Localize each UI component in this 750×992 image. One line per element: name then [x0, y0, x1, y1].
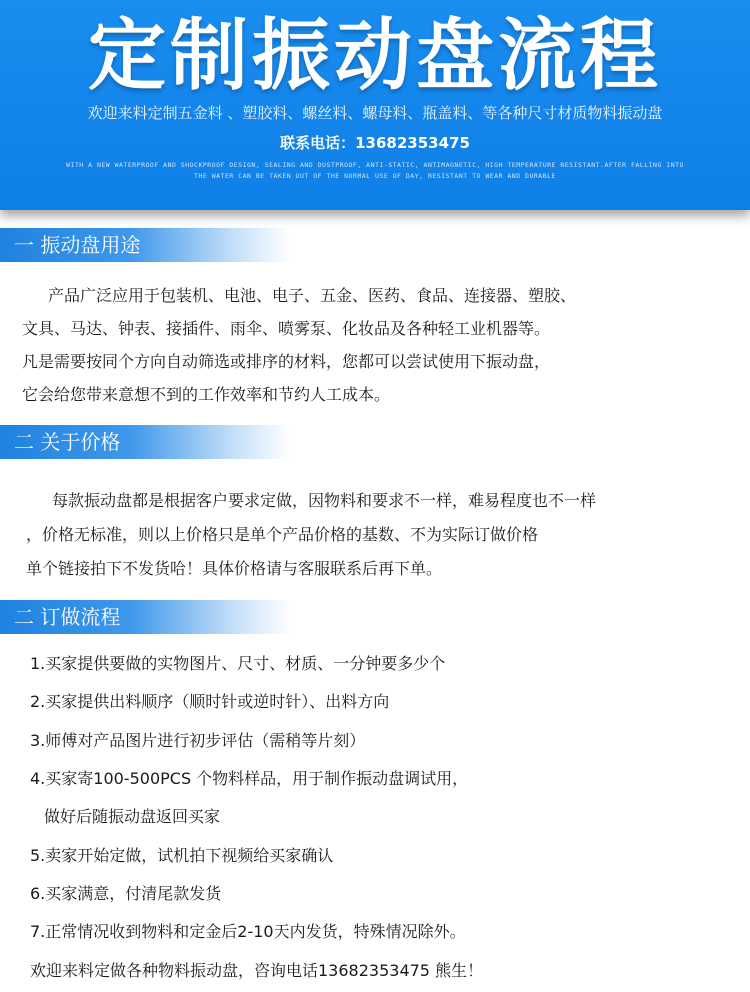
list-item: 5.卖家开始定做，试机拍下视频给买家确认 [30, 846, 334, 865]
section-heading-usage: 一 振动盘用途 [0, 228, 290, 262]
list-item: 做好后随振动盘返回买家 [44, 807, 221, 826]
banner-english-text: WITH A NEW WATERPROOF AND SHOCKPROOF DESIGN, SEALING AND DUSTPROOF, ANTI-STATIC, ANTIMAGNETIC, HIGH TEMPERATURE RESISTANT.AFTER FALLING INTO THE WATER CAN BE TAKEN OUT OF THE NORMAL USE OF DAY, RESISTANT TO WEAR AND DURABLE [66, 161, 684, 180]
text-line: ，价格无标准，则以上价格只是单个产品价格的基数、不为实际订做价格 [26, 525, 539, 544]
banner-subtitle: 欢迎来料定制五金料 、塑胶料、螺丝料、螺母料、瓶盖料、等各种尺寸材质物料振动盘 [87, 104, 663, 122]
banner-phone: 联系电话：13682353475 [280, 134, 470, 152]
text-line: 文具、马达、钟表、接插件、雨伞、喷雾泵、化妆品及各种轻工业机器等。 [22, 319, 551, 338]
text-line: 每款振动盘都是根据客户要求定做，因物料和要求不一样，难易程度也不一样 [52, 491, 597, 510]
list-item: 7.正常情况收到物料和定金后2-10天内发货，特殊情况除外。 [30, 922, 466, 941]
section-heading-order-process: 二 订做流程 [0, 600, 290, 634]
text-line: 它会给您带来意想不到的工作效率和节约人工成本。 [22, 385, 391, 404]
section-heading-price: 二 关于价格 [0, 425, 290, 459]
header-banner [0, 0, 750, 210]
list-item: 1.买家提供要做的实物图片、尺寸、材质、一分钟要多少个 [30, 654, 446, 673]
text-line: 单个链接拍下不发货哈！具体价格请与客服联系后再下单。 [26, 559, 443, 578]
list-item: 6.买家满意，付清尾款发货 [30, 884, 222, 903]
text-line: 凡是需要按同个方向自动筛选或排序的材料，您都可以尝试使用下振动盘， [22, 352, 551, 371]
list-item: 4.买家寄100-500PCS 个物料样品，用于制作振动盘调试用， [30, 769, 469, 788]
list-item: 3.师傅对产品图片进行初步评估（需稍等片刻） [30, 731, 366, 750]
contact-line: 欢迎来料定做各种物料振动盘，咨询电话13682353475 熊生！ [30, 961, 484, 980]
page-title: 定制振动盘流程 [87, 11, 662, 101]
list-item: 2.买家提供出料顺序（顺时针或逆时针）、出料方向 [30, 692, 390, 711]
text-line: 产品广泛应用于包装机、电池、电子、五金、医药、食品、连接器、塑胶、 [48, 286, 577, 305]
